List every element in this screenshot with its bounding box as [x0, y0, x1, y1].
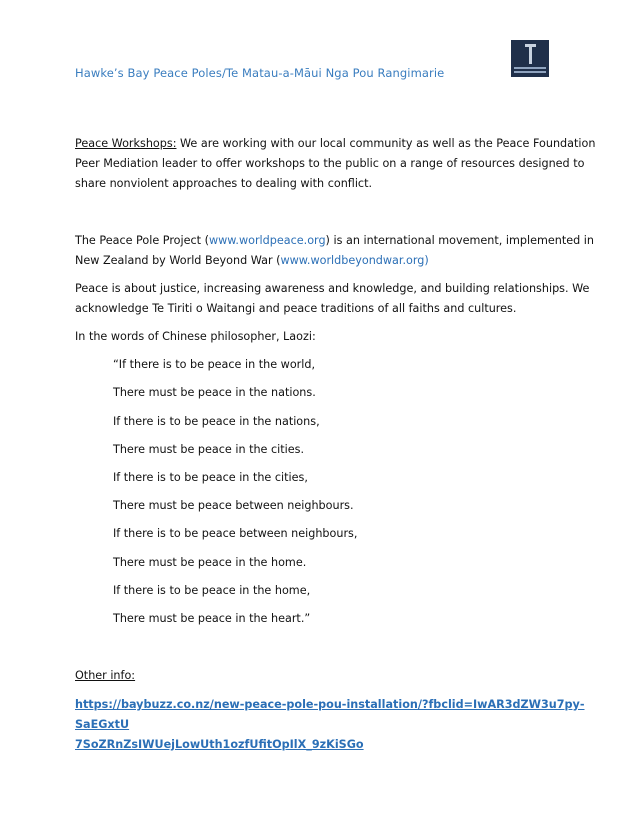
- workshops-label: Peace Workshops:: [75, 137, 177, 150]
- page-header-title: Hawke’s Bay Peace Poles/Te Matau-a-Māui Nga Pou Rangimarie: [75, 66, 445, 80]
- laozi-intro: In the words of Chinese philosopher, Laozi:: [75, 330, 316, 343]
- workshops-paragraph: Peace Workshops: We are working with our local community as well as the Peace Foundation Peer Mediation leader to offer workshops to the public on a range of resources designed to share nonviolent approaches to dealing with conflict.: [75, 137, 596, 190]
- worldbeyondwar-link[interactable]: www.worldbeyondwar.org): [280, 254, 429, 267]
- quote-line: If there is to be peace in the cities,: [113, 471, 308, 484]
- baybuzz-link[interactable]: https://baybuzz.co.nz/new-peace-pole-pou-installation/?fbclid=IwAR3dZW3u7py-SaEGxtU 7SoZRnZsIWUejLowUth1ozfUfitOpIlX_9zKiSGo: [75, 698, 585, 751]
- peace-pole-logo-icon: [511, 40, 549, 77]
- project-paragraph: The Peace Pole Project (www.worldpeace.org) is an international movement, implemented in New Zealand by World Beyond War (www.worldbeyondwar.org): [75, 234, 594, 267]
- quote-line: There must be peace in the cities.: [113, 443, 305, 456]
- quote-line: If there is to be peace between neighbours,: [113, 527, 358, 540]
- other-info-label: Other info:: [75, 669, 136, 682]
- quote-line: “If there is to be peace in the world,: [113, 358, 316, 371]
- quote-line: There must be peace between neighbours.: [113, 499, 354, 512]
- worldpeace-link[interactable]: www.worldpeace.org: [208, 234, 326, 247]
- quote-line: There must be peace in the home.: [113, 556, 307, 569]
- quote-line: If there is to be peace in the home,: [113, 584, 311, 597]
- quote-line: There must be peace in the nations.: [113, 386, 316, 399]
- quote-line: There must be peace in the heart.”: [113, 612, 311, 625]
- quote-line: If there is to be peace in the nations,: [113, 415, 320, 428]
- about-paragraph: Peace is about justice, increasing awareness and knowledge, and building relationships. We acknowledge Te Tiriti o Waitangi and peace traditions of all faiths and cultures.: [75, 282, 590, 315]
